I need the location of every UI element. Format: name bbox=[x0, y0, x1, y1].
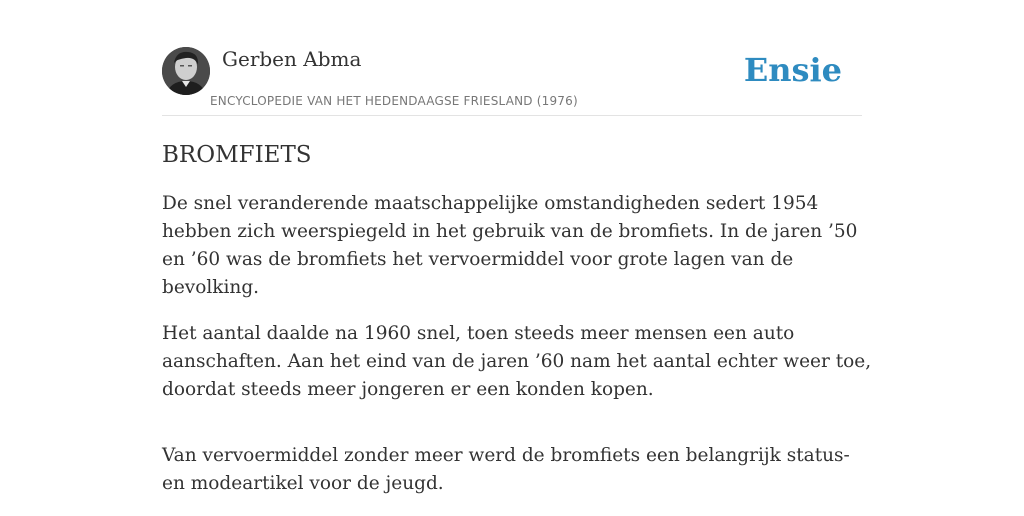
article-body bbox=[162, 140, 872, 516]
source-title[interactable]: ENCYCLOPEDIE VAN HET HEDENDAAGSE FRIESLAND (1976) bbox=[210, 94, 578, 108]
article-paragraph: Van vervoermiddel zonder meer werd de bromfiets een belangrijk status- en modeartikel voor de jeugd. bbox=[162, 445, 850, 494]
article-paragraph: Het aantal daalde na 1960 snel, toen steeds meer mensen een auto aanschaften. Aan het eind van de jaren ’60 nam het aantal echter weer toe, doordat steeds meer jongeren er een konden kopen. bbox=[162, 323, 872, 400]
author-avatar[interactable] bbox=[162, 47, 210, 95]
ensie-logo[interactable]: Ensie bbox=[743, 51, 842, 89]
author-name[interactable]: Gerben Abma bbox=[222, 47, 362, 71]
article-paragraph: De snel veranderende maatschappelijke omstandigheden sedert 1954 hebben zich weerspiegeld in het gebruik van de bromfiets. In de jaren ’50 en ’60 was de bromfiets het vervoermiddel voor grote lagen van de bevolking. bbox=[162, 193, 858, 298]
article-header bbox=[162, 44, 862, 116]
author-portrait-icon bbox=[162, 47, 210, 95]
article-title: BROMFIETS bbox=[162, 142, 312, 168]
